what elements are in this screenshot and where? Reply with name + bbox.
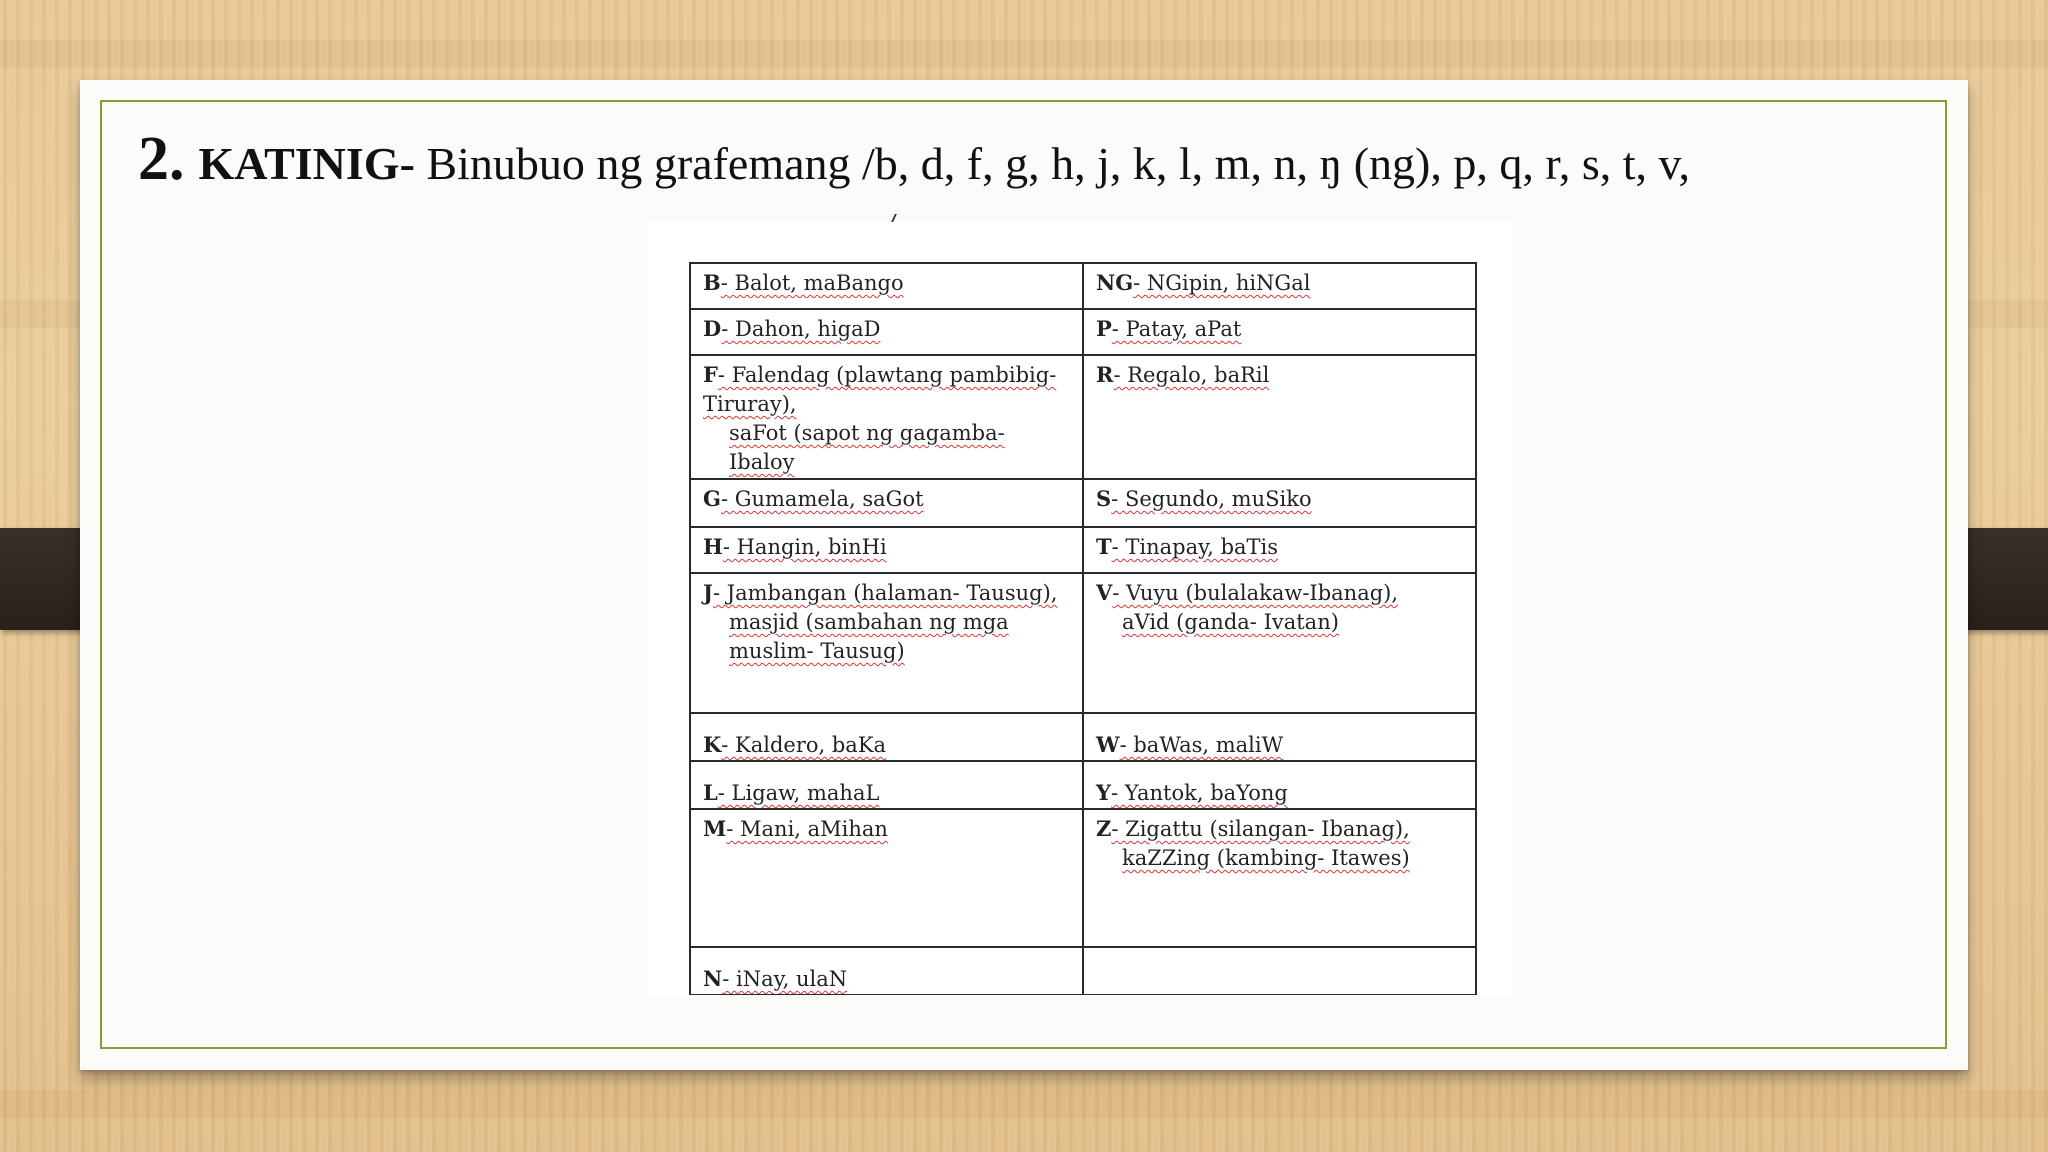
table-cell: Z- Zigattu (silangan- Ibanag), kaZZing (kambing- Itawes) <box>1083 809 1476 947</box>
scanned-table-image <box>647 222 1513 995</box>
heading-number: 2. <box>138 125 185 193</box>
table-row <box>690 479 1476 527</box>
table-cell: NG- NGipin, hiNGal <box>1083 263 1476 309</box>
table-cell: J- Jambangan (halaman- Tausug), masjid (sambahan ng mga muslim- Tausug) <box>690 573 1083 713</box>
table-cell: B- Balot, maBango <box>690 263 1083 309</box>
table-row <box>690 355 1476 479</box>
table-row <box>690 809 1476 947</box>
wood-grain <box>0 1090 2048 1118</box>
table-cell: L- Ligaw, mahaL <box>690 761 1083 809</box>
table-row <box>690 527 1476 573</box>
table-cell: G- Gumamela, saGot <box>690 479 1083 527</box>
table-row <box>690 309 1476 355</box>
table-cell: K- Kaldero, baKa <box>690 713 1083 761</box>
table-cell <box>1083 947 1476 995</box>
table-cell: D- Dahon, higaD <box>690 309 1083 355</box>
table-row <box>690 573 1476 713</box>
table-cell: F- Falendag (plawtang pambibig-Tiruray), saFot (sapot ng gagamba-Ibaloy <box>690 355 1083 479</box>
table-cell: P- Patay, aPat <box>1083 309 1476 355</box>
table-row <box>690 263 1476 309</box>
table-cell: Y- Yantok, baYong <box>1083 761 1476 809</box>
table-cell: V- Vuyu (bulalakaw-Ibanag), aVid (ganda- Ivatan) <box>1083 573 1476 713</box>
table-cell: N- iNay, ulaN <box>690 947 1083 995</box>
heading-term: KATINIG- <box>198 138 415 189</box>
table-cell: T- Tinapay, baTis <box>1083 527 1476 573</box>
consonant-table <box>689 262 1477 995</box>
table-cell: S- Segundo, muSiko <box>1083 479 1476 527</box>
slide-heading <box>138 125 1691 193</box>
table-row <box>690 713 1476 761</box>
table-cell: R- Regalo, baRil <box>1083 355 1476 479</box>
table-row <box>690 761 1476 809</box>
table-cell: W- baWas, maliW <box>1083 713 1476 761</box>
table-cell: M- Mani, aMihan <box>690 809 1083 947</box>
wood-grain <box>0 40 2048 68</box>
heading-definition: Binubuo ng grafemang /b, d, f, g, h, j, k, l, m, n, ŋ (ng), p, q, r, s, t, v, <box>426 138 1691 189</box>
table-row <box>690 947 1476 995</box>
table-cell: H- Hangin, binHi <box>690 527 1083 573</box>
